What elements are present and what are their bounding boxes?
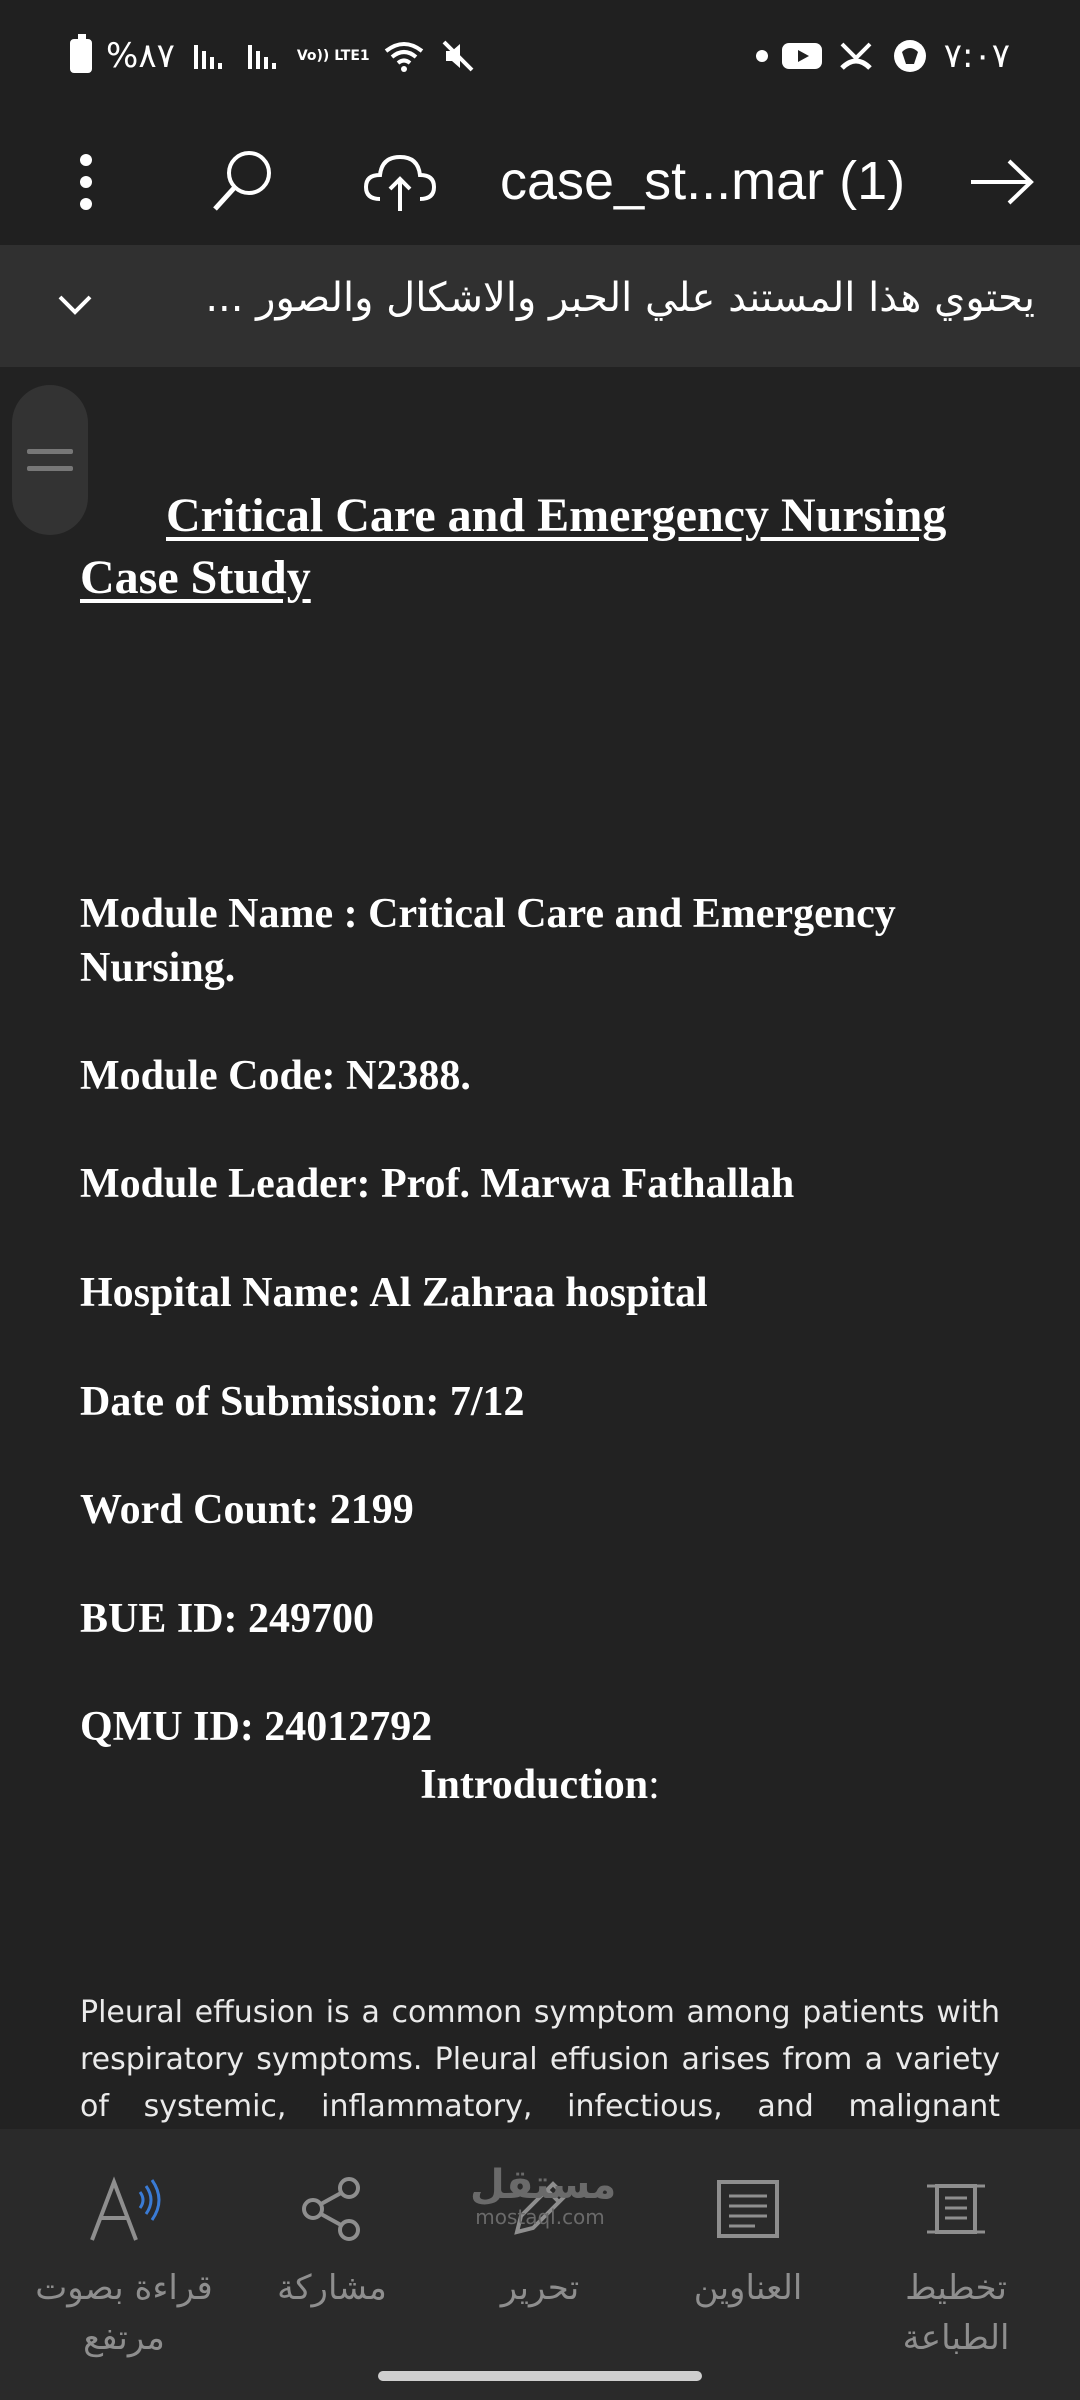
clock: ٧:٠٧ — [943, 36, 1010, 76]
forward-button[interactable] — [952, 132, 1052, 232]
home-indicator[interactable] — [378, 2371, 702, 2381]
battery-icon — [70, 39, 92, 73]
introduction-heading — [0, 1761, 1080, 1809]
status-left-group — [70, 36, 478, 76]
edit-label: تحرير — [500, 2268, 580, 2308]
module-code-line: Module Code: N2388. — [80, 1053, 471, 1099]
signal-bars-icon-2 — [243, 36, 283, 76]
word-count-line: Word Count: 2199 — [80, 1487, 414, 1533]
headings-button[interactable] — [640, 2169, 856, 2313]
module-leader-line: Module Leader: Prof. Marwa Fathallah — [80, 1161, 795, 1207]
print-layout-icon — [916, 2169, 996, 2249]
status-bar — [0, 0, 1080, 120]
headings-icon — [708, 2169, 788, 2249]
more-vert-icon — [76, 152, 96, 212]
missed-call-icon — [836, 36, 876, 76]
read-aloud-icon — [84, 2169, 164, 2249]
cloud-upload-icon — [362, 149, 438, 215]
document-canvas[interactable] — [0, 367, 1080, 2129]
app-notification-icon — [890, 36, 930, 76]
mute-icon — [438, 36, 478, 76]
mostaql-watermark — [470, 2162, 617, 2229]
submission-date-line: Date of Submission: 7/12 — [80, 1379, 525, 1425]
document-title[interactable]: case_st...mar (1) — [500, 151, 906, 211]
module-name-line: Module Name : Critical Care and Emergency Nursing. — [80, 891, 896, 991]
share-button[interactable] — [224, 2169, 440, 2313]
hospital-name-line: Hospital Name: Al Zahraa hospital — [80, 1270, 708, 1316]
bue-id-line: BUE ID: 249700 — [80, 1596, 375, 1642]
introduction-heading-text: Introduction — [420, 1762, 649, 1808]
watermark-arabic: مستقل — [470, 2162, 617, 2208]
more-options-button[interactable] — [36, 132, 136, 232]
introduction-colon: : — [648, 1762, 660, 1808]
scroll-handle[interactable] — [12, 385, 88, 535]
signal-bars-icon — [189, 36, 229, 76]
share-icon — [292, 2169, 372, 2249]
battery-percent: %٨٧ — [106, 36, 175, 76]
status-right-group — [756, 36, 1010, 76]
search-button[interactable] — [192, 132, 292, 232]
wifi-icon — [384, 36, 424, 76]
headings-label: العناوين — [693, 2268, 803, 2308]
volte-lte-icon: Vo)) LTE1 — [296, 48, 370, 64]
handle-line-icon — [27, 449, 73, 454]
handle-line-icon — [27, 466, 73, 471]
youtube-icon — [782, 36, 822, 76]
share-label: مشاركة — [277, 2268, 387, 2308]
expand-banner-button[interactable] — [45, 275, 105, 335]
arrow-forward-icon — [967, 157, 1037, 207]
document-info-banner[interactable] — [0, 245, 1080, 367]
document-heading: Critical Care and Emergency Nursing Case Study — [80, 489, 947, 604]
watermark-url: mostaql.com — [475, 2205, 605, 2229]
document-toolbar — [0, 120, 1080, 245]
notification-dot-icon — [756, 50, 768, 62]
read-aloud-button[interactable] — [16, 2169, 232, 2363]
chevron-down-icon — [57, 294, 93, 316]
read-aloud-label: قراءة بصوت مرتفع — [35, 2268, 213, 2358]
introduction-paragraph: Pleural effusion is a common symptom among patients with respiratory symptoms. Pleural effusion arises from a variety of systemic, inflammatory, infectious, and malignant — [80, 1995, 1000, 2124]
upload-button[interactable] — [350, 132, 450, 232]
print-layout-label: تخطيط الطباعة — [902, 2268, 1010, 2358]
banner-text: يحتوي هذا المستند علي الحبر والاشكال والصور ... — [205, 275, 1035, 321]
search-icon — [207, 147, 277, 217]
qmu-id-line: QMU ID: 24012792 — [80, 1704, 433, 1750]
print-layout-button[interactable] — [848, 2169, 1064, 2363]
